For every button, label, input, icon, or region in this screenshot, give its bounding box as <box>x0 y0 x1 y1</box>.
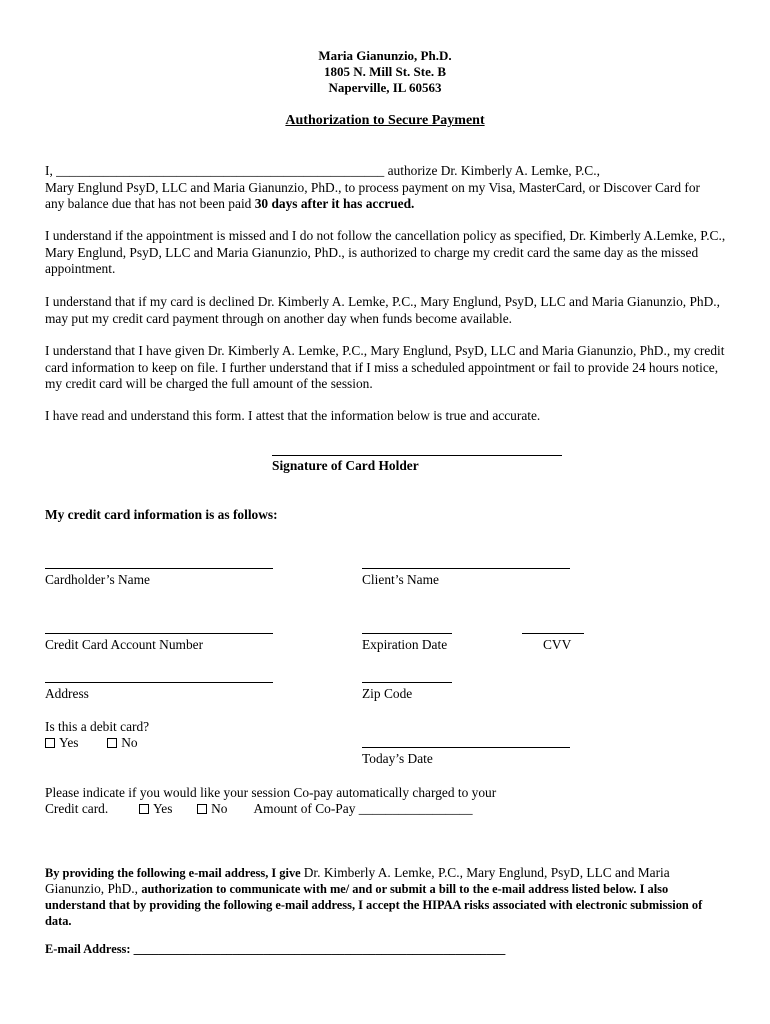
email-address-field[interactable]: ____________________________________________________________ <box>133 942 506 956</box>
copay-question: Please indicate if you would like your session Co-pay automatically charged to your <box>45 785 497 800</box>
debit-question: Is this a debit card? <box>45 719 150 734</box>
copay-no-checkbox[interactable] <box>197 804 207 814</box>
address-label: Address <box>45 686 89 701</box>
address-field[interactable] <box>45 682 273 683</box>
attest-paragraph: I have read and understand this form. I attest that the information below is true and accurate. <box>45 408 541 423</box>
card-info-heading: My credit card information is as follows: <box>45 507 278 522</box>
p1-line3: any balance due that has not been paid <box>45 196 255 211</box>
email-notice <box>45 865 730 929</box>
copay-credit-card: Credit card. <box>45 801 109 816</box>
signature-line[interactable] <box>272 455 562 456</box>
email-notice-bold-2: authorization to communicate with me/ and or submit a bill to the e-mail address listed below. I also understand that by providing the following e-mail address, I accept the HIPAA risks associated with electronic submission of data. <box>45 882 703 928</box>
debit-yes-label: Yes <box>59 735 79 750</box>
cardholder-name-field[interactable] <box>45 568 273 569</box>
account-number-label: Credit Card Account Number <box>45 637 204 652</box>
name-blank[interactable]: _________________________________________________ <box>56 163 385 178</box>
email-notice-bold-1: By providing the following e-mail address, I give <box>45 866 304 880</box>
zip-code-label: Zip Code <box>362 686 413 701</box>
copay-yes-checkbox[interactable] <box>139 804 149 814</box>
todays-date-label: Today’s Date <box>362 751 433 766</box>
copay-amount-field[interactable]: _________________ <box>358 801 473 816</box>
debit-options <box>45 735 138 751</box>
practice-street: 1805 N. Mill St. Ste. B <box>323 64 447 79</box>
account-number-field[interactable] <box>45 633 273 634</box>
cardholder-name-label: Cardholder’s Name <box>45 572 150 587</box>
p1-bold: 30 days after it has accrued. <box>254 196 415 211</box>
copay-amount-label: Amount of Co-Pay <box>253 801 359 816</box>
expiration-date-field[interactable] <box>362 633 452 634</box>
copay-yes-label: Yes <box>152 801 173 816</box>
signature-label: Signature of Card Holder <box>272 458 419 473</box>
copay-no-label: No <box>211 801 228 816</box>
form-title: Authorization to Secure Payment <box>285 113 485 128</box>
debit-yes-checkbox[interactable] <box>45 738 55 748</box>
todays-date-field[interactable] <box>362 747 570 748</box>
email-notice-providers: Dr. Kimberly A. Lemke, P.C., Mary Englund, PsyD, LLC and Maria Gianunzio, PhD., <box>45 865 670 896</box>
expiration-date-label: Expiration Date <box>362 637 448 652</box>
cvv-label: CVV <box>543 637 572 652</box>
email-address-label: E-mail Address: <box>45 942 134 956</box>
debit-no-checkbox[interactable] <box>107 738 117 748</box>
missed-appointment-paragraph: I understand if the appointment is missed and I do not follow the cancellation policy as specified, Dr. Kimberly A.Lemke, P.C., Mary Englund, PsyD, LLC and Maria Gianunzio, PhD., is authorized to charge my credit card the same day as the missed appointment. <box>45 228 726 276</box>
declined-card-paragraph: I understand that if my card is declined Dr. Kimberly A. Lemke, P.C., Mary Englund, PsyD, LLC and Maria Gianunzio, PhD., may put my credit card payment through on another day when funds become available. <box>45 294 720 326</box>
copay-options <box>45 801 473 817</box>
debit-no-label: No <box>121 735 138 750</box>
authorization-paragraph <box>45 163 735 213</box>
p1-suffix: authorize Dr. Kimberly A. Lemke, P.C., <box>384 163 600 178</box>
client-name-field[interactable] <box>362 568 570 569</box>
cvv-field[interactable] <box>522 633 584 634</box>
client-name-label: Client’s Name <box>362 572 439 587</box>
card-on-file-paragraph: I understand that I have given Dr. Kimberly A. Lemke, P.C., Mary Englund, PsyD, LLC and Maria Gianunzio, PhD., my credit card information to keep on file. I further understand that if I miss a scheduled appointment or fail to provide 24 hours notice, my credit card will be charged the full amount of the session. <box>45 343 725 391</box>
email-address-row <box>45 941 505 957</box>
practice-name: Maria Gianunzio, Ph.D. <box>318 48 452 63</box>
practice-city: Naperville, IL 60563 <box>328 80 442 95</box>
p1-line2: Mary Englund PsyD, LLC and Maria Gianunzio, PhD., to process payment on my Visa, MasterCard, or Discover Card for <box>45 179 700 195</box>
zip-code-field[interactable] <box>362 682 452 683</box>
p1-prefix: I, <box>45 163 57 178</box>
